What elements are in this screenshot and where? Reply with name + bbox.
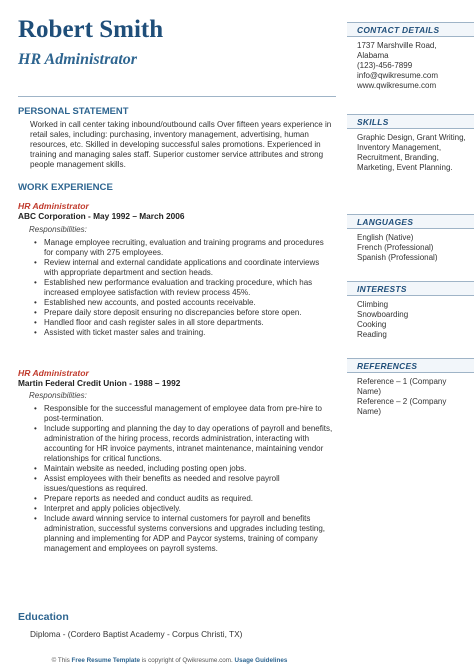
interests-heading-bar [347, 281, 474, 296]
list-item: • Interpret and apply policies objectively. [34, 504, 334, 514]
footer [0, 656, 339, 665]
interest-item: Cooking [357, 320, 387, 329]
list-item: • Responsible for the successful management of employee data from pre-hire to post-termination. [34, 404, 334, 424]
reference-item: Reference – 1 (Company Name) [357, 377, 447, 396]
contact-address-line: 1737 Marshville Road, [357, 41, 437, 50]
skills-heading-bar [347, 114, 474, 129]
interest-item: Snowboarding [357, 310, 409, 319]
references-heading-bar [347, 358, 474, 373]
contact-website[interactable]: www.qwikresume.com [357, 81, 437, 90]
references-list [357, 377, 469, 417]
job-title: HR Administrator [18, 368, 89, 378]
job-bullets [34, 238, 334, 338]
list-item: • Established new accounts, and posted accounts receivable. [34, 298, 334, 308]
responsibilities-label: Responsibilities: [29, 225, 87, 234]
language-item: English (Native) [357, 233, 414, 242]
skills-heading: SKILLS [357, 117, 389, 127]
list-item: • Established new performance evaluation and tracking procedure, which has increased employee satisfaction with review process 45%. [34, 278, 334, 298]
languages-list [357, 233, 469, 263]
reference-item: Reference – 2 (Company Name) [357, 397, 447, 416]
contact-phone: (123)-456-7899 [357, 61, 413, 70]
references-heading: REFERENCES [357, 361, 418, 371]
interest-item: Reading [357, 330, 387, 339]
candidate-name: Robert Smith [18, 16, 164, 43]
list-item: • Review internal and external candidate applications and coordinate interviews with appropriate department and section heads. [34, 258, 334, 278]
education-heading: Education [18, 611, 69, 623]
education-entry: Diploma - (Cordero Baptist Academy - Corpus Christi, TX) [30, 629, 243, 639]
list-item: • Handled floor and cash register sales in all store departments. [34, 318, 334, 328]
free-resume-template-link[interactable]: Free Resume Template [71, 657, 141, 664]
list-item: • Prepare reports as needed and conduct audits as required. [34, 494, 334, 504]
statement-heading: PERSONAL STATEMENT [18, 105, 129, 116]
list-item: • Prepare daily store deposit ensuring no discrepancies before store open. [34, 308, 334, 318]
responsibilities-label: Responsibilities: [29, 391, 87, 400]
job-bullets [34, 404, 334, 554]
contact-heading: CONTACT DETAILS [357, 25, 440, 35]
resume-sidebar [347, 0, 474, 670]
statement-text: Worked in call center taking inbound/outbound calls Over fifteen years experience in retail sales, including: purchasing, inventory management, advertising, human resources, etc. Skilled in developing successful sales promotions. Experienced in training and managing sales staff. Superior customer service attributes and strong people management skills. [30, 120, 332, 169]
usage-guidelines-link[interactable]: Usage Guidelines [234, 657, 288, 664]
section-divider [18, 96, 336, 97]
language-item: Spanish (Professional) [357, 253, 438, 262]
languages-heading-bar [347, 214, 474, 229]
contact-heading-bar [347, 22, 474, 37]
list-item: • Assisted with ticket master sales and training. [34, 328, 334, 338]
job-title: HR Administrator [18, 201, 89, 211]
footer-middle: is copyright of Qwikresume.com. [141, 657, 233, 664]
list-item: • Include award winning service to internal customers for payroll and benefits administration, successful systems conversions and upgrades including testing, planning and implementing for ADP and Paycor systems, training of company management and employees on payroll systems. [34, 514, 334, 554]
experience-heading: WORK EXPERIENCE [18, 182, 113, 193]
candidate-title: HR Administrator [18, 51, 137, 68]
interest-item: Climbing [357, 300, 389, 309]
language-item: French (Professional) [357, 243, 434, 252]
interests-list [357, 300, 469, 340]
list-item: • Include supporting and planning the day to day operations of payroll and benefits, administration of the hiring process, records administration, interacting with accounting for HR invoice payments, intranet maintenance, maintaining vendor relationships for critical functions. [34, 424, 334, 464]
contact-email[interactable]: info@qwikresume.com [357, 71, 439, 80]
footer-prefix: © This [51, 657, 70, 664]
skills-text: Graphic Design, Grant Writing, Inventory Management, Recruitment, Branding, Marketing, Event Planning. [357, 133, 466, 172]
contact-address-line: Alabama [357, 51, 389, 60]
job-company: ABC Corporation - May 1992 – March 2006 [18, 211, 185, 221]
languages-heading: LANGUAGES [357, 217, 414, 227]
interests-heading: INTERESTS [357, 284, 407, 294]
list-item: • Assist employees with their benefits as needed and resolve payroll issues/questions as required. [34, 474, 334, 494]
list-item: • Maintain website as needed, including posting open jobs. [34, 464, 334, 474]
job-company: Martin Federal Credit Union - 1988 – 1992 [18, 378, 181, 388]
list-item: • Manage employee recruiting, evaluation and training programs and procedures for company with 275 employees. [34, 238, 334, 258]
contact-details [357, 41, 469, 91]
